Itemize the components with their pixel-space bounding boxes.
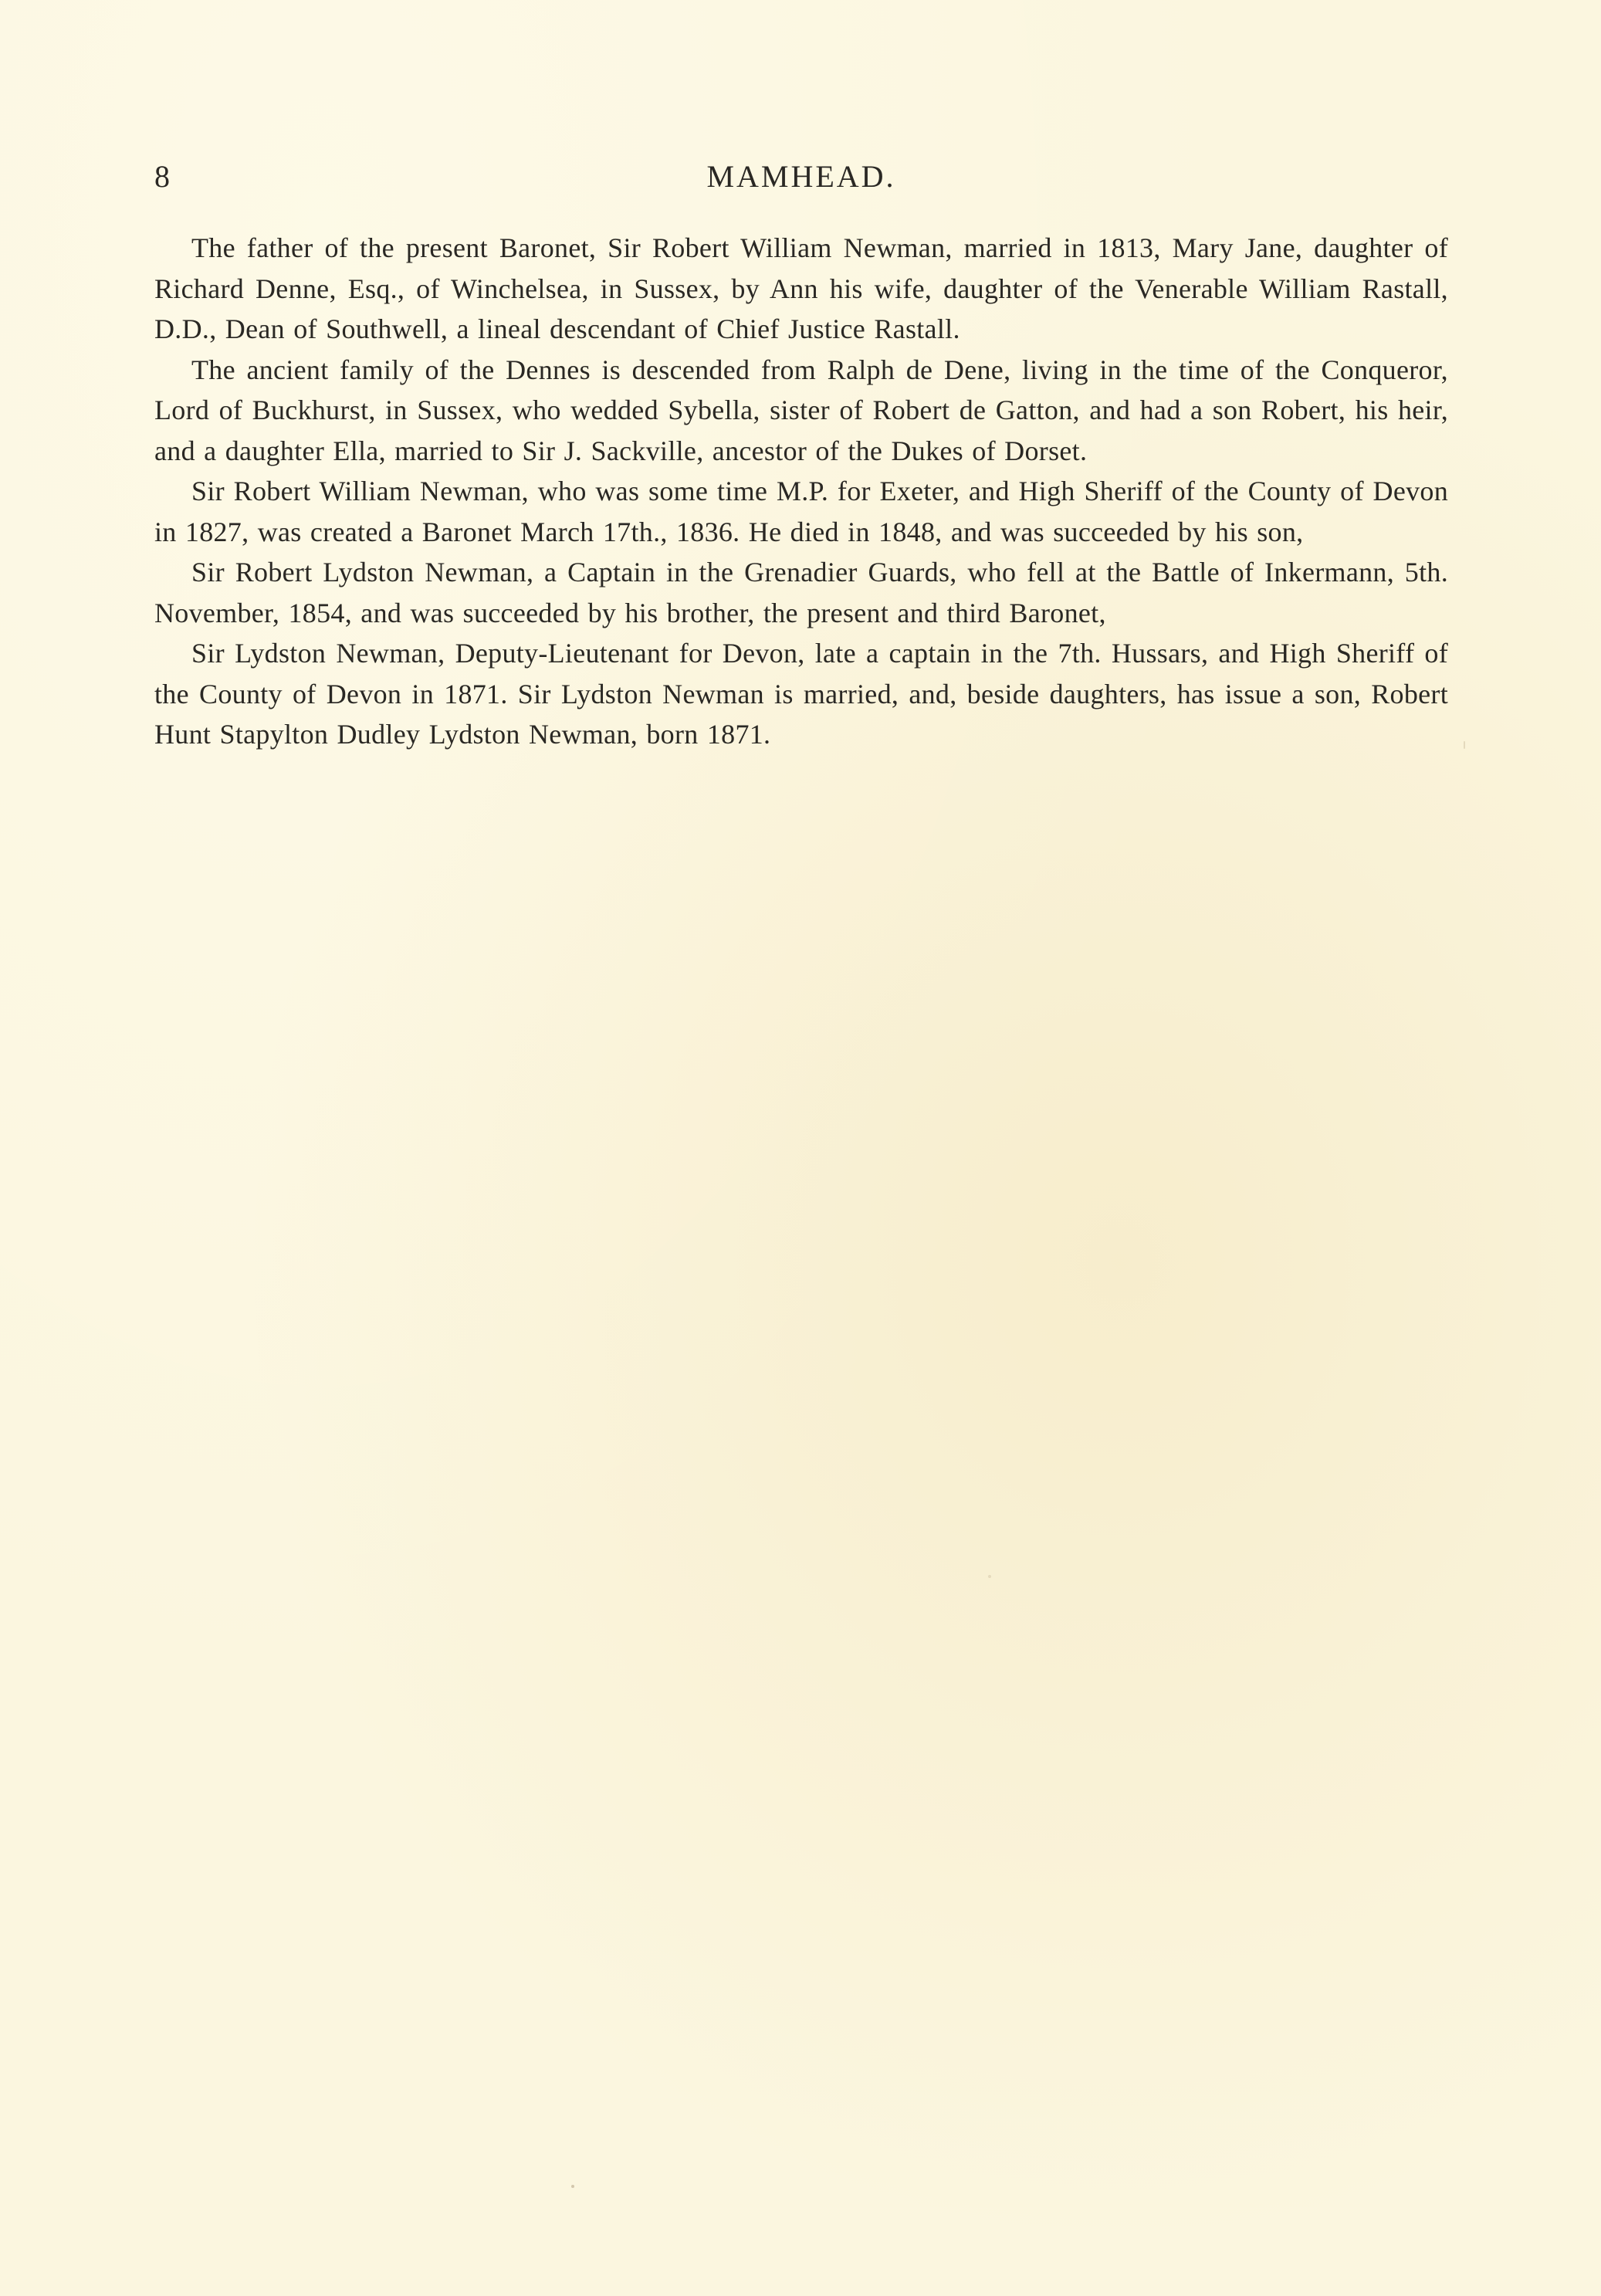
paragraph-lydston-newman: Sir Lydston Newman, Deputy-Lieutenant for Devon, late a captain in the 7th. Hussars, and High Sheriff of the County of Devon in 1871. Sir Lydston Newman is married, and, beside daughters, has issue a son, Robert Hunt Stapylton Dudley Lydston Newman, born 1871. <box>154 638 1448 750</box>
paragraph-denne-family: The ancient family of the Dennes is descended from Ralph de Dene, living in the time of the Conqueror, Lord of Buckhurst, in Sussex, who wedded Sybella, sister of Robert de Gatton, and had a son Robert, his heir, and a daughter Ella, married to Sir J. Sackville, ancestor of the Dukes of Dorset. <box>154 354 1448 466</box>
paper-speck <box>571 2185 574 2188</box>
page-header <box>154 158 1448 205</box>
paragraph-newman-marriage: The father of the present Baronet, Sir Robert William Newman, married in 1813, Mary Jane, daughter of Richard Denne, Esq., of Winchelsea, in Sussex, by Ann his wife, daughter of the Venerable William Rastall, D.D., Dean of Southwell, a lineal descendant of Chief Justice Rastall. <box>154 232 1448 344</box>
paragraph-robert-william-newman: Sir Robert William Newman, who was some time M.P. for Exeter, and High Sheriff of the County of Devon in 1827, was created a Baronet March 17th., 1836. He died in 1848, and was succeeded by his son, <box>154 476 1448 547</box>
paragraph-robert-lydston-newman: Sir Robert Lydston Newman, a Captain in the Grenadier Guards, who fell at the Battle of Inkermann, 5th. November, 1854, and was succeeded by his brother, the present and third Baronet, <box>154 557 1448 628</box>
running-title: MAMHEAD. <box>706 159 896 194</box>
body-text <box>154 228 1448 755</box>
paper-speck <box>988 1575 991 1578</box>
page-number: 8 <box>154 159 171 194</box>
paper-speck <box>1464 741 1465 749</box>
